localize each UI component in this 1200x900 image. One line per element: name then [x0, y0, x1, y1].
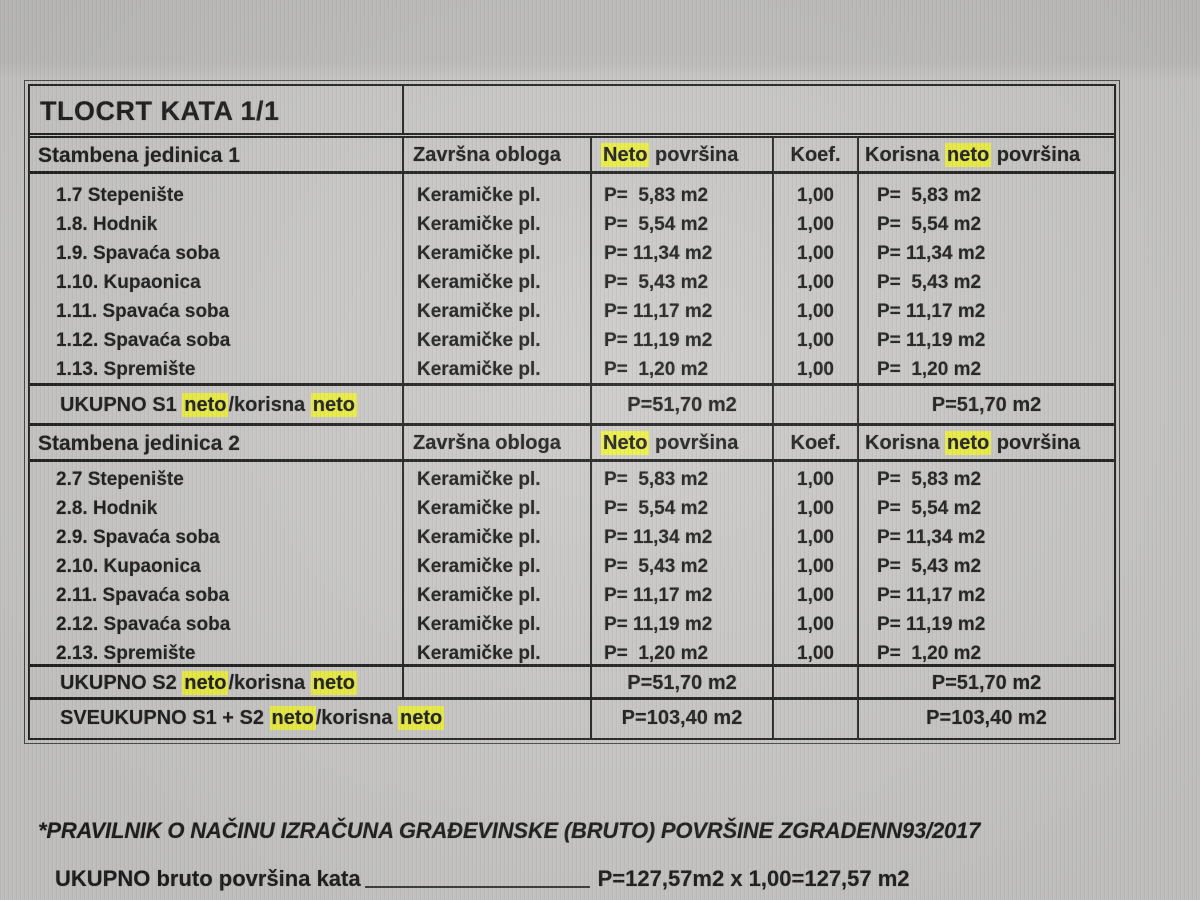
bruto-total-row	[55, 866, 1155, 892]
section1-data	[30, 174, 1114, 386]
koef-value-cell: 1,00	[797, 469, 834, 490]
neto-value-cell: P= 5,83 m2	[604, 469, 709, 490]
grand-total-korisna: P=103,40 m2	[857, 700, 1114, 738]
koef-value-cell: 1,00	[797, 527, 834, 548]
empty-cell	[772, 700, 857, 738]
highlight-neto: neto	[947, 144, 990, 166]
grand-total-label	[30, 700, 590, 738]
neto-column	[590, 462, 772, 664]
section1-total-row	[30, 386, 1114, 426]
neto-value-cell: P= 11,17 m2	[604, 301, 713, 322]
grand-total-row	[30, 700, 1114, 738]
highlight-neto: Neto	[603, 432, 648, 454]
neto-value-cell: P= 5,43 m2	[604, 556, 709, 577]
korisna-value-cell: P= 11,17 m2	[877, 301, 986, 322]
room-name-cell: 1.12. Spavaća soba	[56, 330, 231, 351]
korisna-value-cell: P= 5,83 m2	[877, 185, 982, 206]
korisna-value-cell: P= 11,19 m2	[877, 330, 986, 351]
column-header-korisna-rest: površina	[991, 144, 1081, 166]
koef-value-cell: 1,00	[797, 243, 834, 264]
neto-value-cell: P= 5,83 m2	[604, 185, 709, 206]
room-name-cell: 1.8. Hodnik	[56, 214, 158, 235]
section2-total-label	[30, 667, 402, 697]
finish-cell: Keramičke pl.	[417, 272, 541, 293]
regulation-footnote: *PRAVILNIK O NAČINU IZRAČUNA GRAĐEVINSKE (BRUTO) POVRŠINE ZGRADENN93/2017	[38, 818, 981, 843]
highlight-neto: neto	[184, 672, 227, 694]
total-label-pre: UKUPNO S2	[60, 672, 183, 694]
koef-value-cell: 1,00	[797, 185, 834, 206]
bruto-total-value: P=127,57m2 x 1,00=127,57 m2	[597, 866, 910, 891]
neto-value-cell: P= 11,19 m2	[604, 614, 713, 635]
neto-value-cell: P= 11,34 m2	[604, 243, 713, 264]
finish-cell: Keramičke pl.	[417, 185, 541, 206]
korisna-value-cell: P= 11,17 m2	[877, 585, 986, 606]
koef-value-cell: 1,00	[797, 330, 834, 351]
title-row	[30, 86, 1114, 138]
korisna-column	[857, 462, 1114, 664]
column-header-neto	[590, 426, 772, 459]
neto-value-cell: P= 1,20 m2	[604, 643, 709, 664]
neto-value-cell: P= 1,20 m2	[604, 359, 709, 380]
column-header-koef: Koef.	[772, 426, 857, 459]
finish-cell: Keramičke pl.	[417, 527, 541, 548]
area-calculation-table	[28, 84, 1116, 740]
total-label-pre: UKUPNO S1	[60, 394, 183, 416]
korisna-value-cell: P= 5,43 m2	[877, 556, 982, 577]
koef-value-cell: 1,00	[797, 359, 834, 380]
koef-value-cell: 1,00	[797, 301, 834, 322]
room-name-cell: 2.10. Kupaonica	[56, 556, 201, 577]
room-name-cell: 1.11. Spavaća soba	[56, 301, 230, 322]
empty-cell	[772, 386, 857, 423]
section2-total-neto: P=51,70 m2	[590, 667, 772, 697]
column-header-neto-rest: površina	[649, 432, 739, 454]
korisna-value-cell: P= 11,19 m2	[877, 614, 986, 635]
koef-value-cell: 1,00	[797, 214, 834, 235]
column-header-korisna-pre: Korisna	[865, 432, 946, 454]
koef-value-cell: 1,00	[797, 272, 834, 293]
column-header-neto	[590, 138, 772, 171]
bruto-total-label: UKUPNO bruto površina kata	[55, 866, 361, 891]
room-name-cell: 1.7 Stepenište	[56, 185, 184, 206]
korisna-value-cell: P= 11,34 m2	[877, 243, 986, 264]
column-header-finish: Završna obloga	[402, 426, 590, 459]
finish-cell: Keramičke pl.	[417, 214, 541, 235]
total-label-mid: /korisna	[228, 672, 311, 694]
finish-cell: Keramičke pl.	[417, 330, 541, 351]
koef-value-cell: 1,00	[797, 643, 834, 664]
neto-column	[590, 174, 772, 383]
neto-value-cell: P= 11,17 m2	[604, 585, 713, 606]
total-label-mid: /korisna	[228, 394, 311, 416]
neto-value-cell: P= 11,34 m2	[604, 527, 713, 548]
room-name-cell: 2.8. Hodnik	[56, 498, 158, 519]
column-header-korisna-rest: površina	[991, 432, 1081, 454]
total-label-pre: SVEUKUPNO S1 + S2	[60, 707, 270, 729]
column-header-finish: Završna obloga	[402, 138, 590, 171]
highlight-neto: Neto	[603, 144, 648, 166]
title-empty-cell	[402, 86, 1114, 133]
room-name-column	[30, 462, 402, 664]
room-name-column	[30, 174, 402, 383]
finish-cell: Keramičke pl.	[417, 643, 541, 664]
room-name-cell: 1.10. Kupaonica	[56, 272, 201, 293]
korisna-value-cell: P= 5,43 m2	[877, 272, 982, 293]
neto-value-cell: P= 5,54 m2	[604, 498, 709, 519]
highlight-neto: neto	[312, 672, 355, 694]
section2-total-row	[30, 667, 1114, 700]
section1-total-label	[30, 386, 402, 423]
highlight-neto: neto	[947, 432, 990, 454]
section2-total-korisna: P=51,70 m2	[857, 667, 1114, 697]
section2-data	[30, 462, 1114, 667]
column-header-korisna-pre: Korisna	[865, 144, 946, 166]
korisna-value-cell: P= 5,54 m2	[877, 214, 982, 235]
fill-in-line	[365, 885, 590, 888]
korisna-value-cell: P= 1,20 m2	[877, 359, 982, 380]
column-header-neto-rest: površina	[649, 144, 739, 166]
highlight-neto: neto	[184, 394, 227, 416]
section2-header-row	[30, 426, 1114, 462]
column-header-korisna	[857, 426, 1114, 459]
section1-title: Stambena jedinica 1	[38, 144, 240, 167]
koef-column	[772, 174, 857, 383]
room-name-cell: 2.9. Spavaća soba	[56, 527, 220, 548]
finish-cell: Keramičke pl.	[417, 469, 541, 490]
korisna-value-cell: P= 5,54 m2	[877, 498, 982, 519]
section1-total-neto: P=51,70 m2	[590, 386, 772, 423]
korisna-value-cell: P= 11,34 m2	[877, 527, 986, 548]
highlight-neto: neto	[271, 707, 314, 729]
room-name-cell: 1.13. Spremište	[56, 359, 196, 380]
neto-value-cell: P= 5,54 m2	[604, 214, 709, 235]
room-name-cell: 1.9. Spavaća soba	[56, 243, 220, 264]
empty-cell	[772, 667, 857, 697]
total-label-mid: /korisna	[315, 707, 399, 729]
section1-total-korisna: P=51,70 m2	[857, 386, 1114, 423]
highlight-neto: neto	[400, 707, 443, 729]
koef-value-cell: 1,00	[797, 498, 834, 519]
highlight-neto: neto	[312, 394, 355, 416]
korisna-column	[857, 174, 1114, 383]
section2-title: Stambena jedinica 2	[38, 432, 240, 455]
koef-value-cell: 1,00	[797, 614, 834, 635]
room-name-cell: 2.12. Spavaća soba	[56, 614, 231, 635]
column-header-korisna	[857, 138, 1114, 171]
empty-cell	[402, 386, 590, 423]
finish-cell: Keramičke pl.	[417, 585, 541, 606]
finish-column	[402, 462, 590, 664]
finish-cell: Keramičke pl.	[417, 614, 541, 635]
finish-column	[402, 174, 590, 383]
room-name-cell: 2.7 Stepenište	[56, 469, 184, 490]
room-name-cell: 2.13. Spremište	[56, 643, 196, 664]
finish-cell: Keramičke pl.	[417, 243, 541, 264]
finish-cell: Keramičke pl.	[417, 359, 541, 380]
neto-value-cell: P= 11,19 m2	[604, 330, 713, 351]
koef-value-cell: 1,00	[797, 556, 834, 577]
column-header-koef: Koef.	[772, 138, 857, 171]
grand-total-neto: P=103,40 m2	[590, 700, 772, 738]
finish-cell: Keramičke pl.	[417, 301, 541, 322]
neto-value-cell: P= 5,43 m2	[604, 272, 709, 293]
page-title: TLOCRT KATA 1/1	[40, 96, 280, 126]
empty-cell	[402, 667, 590, 697]
koef-value-cell: 1,00	[797, 585, 834, 606]
room-name-cell: 2.11. Spavaća soba	[56, 585, 230, 606]
finish-cell: Keramičke pl.	[417, 556, 541, 577]
finish-cell: Keramičke pl.	[417, 498, 541, 519]
koef-column	[772, 462, 857, 664]
korisna-value-cell: P= 1,20 m2	[877, 643, 982, 664]
section1-header-row	[30, 138, 1114, 174]
korisna-value-cell: P= 5,83 m2	[877, 469, 982, 490]
